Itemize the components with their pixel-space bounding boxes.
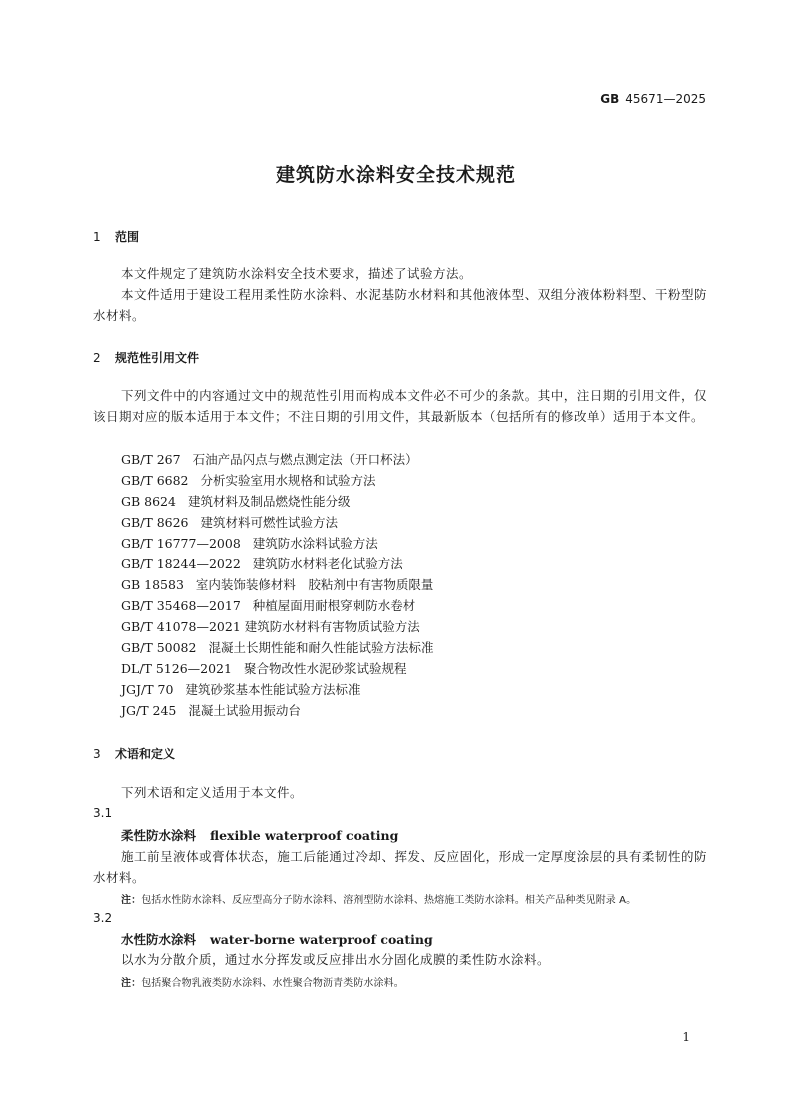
- section-3-intro: 下列术语和定义适用于本文件。: [121, 785, 304, 800]
- section-2-heading: [93, 349, 199, 366]
- reference-title: 聚合物改性水泥砂浆试验规程: [243, 660, 407, 676]
- section-1-paragraph-2: 本文件适用于建设工程用柔性防水涂料、水泥基防水材料和其他液体型、双组分液体粉料型、干粉型防水材料。: [93, 287, 707, 323]
- term-zh: 柔性防水涂料: [121, 828, 197, 843]
- reference-item: [121, 554, 433, 575]
- reference-title: 建筑防水材料老化试验方法: [252, 556, 403, 572]
- reference-item: [121, 680, 433, 701]
- reference-title: 混凝土试验用振动台: [188, 702, 301, 718]
- reference-item: [121, 471, 433, 492]
- standard-prefix: GB: [600, 92, 620, 106]
- reference-code: GB/T 35468—2017: [121, 598, 241, 614]
- reference-title: 建筑材料可燃性试验方法: [200, 514, 339, 530]
- reference-item: [121, 534, 433, 555]
- term-number: 3.1: [93, 806, 113, 820]
- page-number: 1: [682, 1030, 690, 1044]
- term-en: water-borne waterproof coating: [210, 932, 433, 947]
- term-note: [121, 974, 404, 989]
- section-number: 3: [93, 747, 101, 761]
- reference-item: [121, 617, 433, 638]
- normative-reference-list: [121, 450, 433, 722]
- section-1-heading: [93, 228, 139, 245]
- reference-code: GB 18583: [121, 577, 184, 593]
- reference-code: DL/T 5126—2021: [121, 660, 232, 676]
- note-text: 包括聚合物乳液类防水涂料、水性聚合物沥青类防水涂料。: [141, 978, 404, 989]
- reference-code: GB/T 18244—2022: [121, 556, 241, 572]
- reference-code: GB/T 50082: [121, 640, 197, 656]
- document-title: 建筑防水涂料安全技术规范: [275, 164, 516, 186]
- reference-code: GB 8624: [121, 493, 176, 509]
- term-zh: 水性防水涂料: [121, 932, 197, 947]
- reference-item: [121, 450, 433, 471]
- term-heading: [121, 930, 433, 948]
- reference-title: 室内装饰装修材料 胶粘剂中有害物质限量: [195, 577, 434, 593]
- standard-code: [560, 92, 706, 106]
- reference-title: 建筑砂浆基本性能试验方法标准: [185, 681, 361, 697]
- reference-code: GB/T 41078—2021: [121, 619, 241, 635]
- reference-title: 混凝土长期性能和耐久性能试验方法标准: [208, 640, 434, 656]
- reference-item: [121, 492, 433, 513]
- section-2-paragraph: 下列文件中的内容通过文中的规范性引用而构成本文件必不可少的条款。其中，注日期的引用文件，仅该日期对应的版本适用于本文件；不注日期的引用文件，其最新版本（包括所有的修改单）适用于本文件。: [93, 388, 707, 424]
- reference-item: [121, 659, 433, 680]
- section-title: 规范性引用文件: [115, 351, 200, 365]
- reference-title: 建筑材料及制品燃烧性能分级: [187, 493, 351, 509]
- reference-title: 建筑防水材料有害物质试验方法: [244, 619, 420, 635]
- reference-title: 种植屋面用耐根穿刺防水卷材: [252, 598, 416, 614]
- term-en: flexible waterproof coating: [210, 828, 399, 843]
- term-heading: [121, 826, 398, 844]
- term-definition: 施工前呈液体或膏体状态，施工后能通过冷却、挥发、反应固化，形成一定厚度涂层的具有柔韧性的防水材料。: [93, 849, 707, 885]
- section-1-paragraph-1: 本文件规定了建筑防水涂料安全技术要求，描述了试验方法。: [121, 266, 473, 281]
- section-title: 术语和定义: [115, 747, 176, 761]
- reference-code: GB/T 267: [121, 452, 181, 467]
- reference-title: 分析实验室用水规格和试验方法: [200, 472, 376, 488]
- section-number: 1: [93, 230, 101, 244]
- section-number: 2: [93, 351, 101, 365]
- note-label: 注：: [121, 895, 142, 906]
- term-definition: 以水为分散介质，通过水分挥发或反应排出水分固化成膜的柔性防水涂料。: [121, 952, 551, 967]
- term-note: [121, 891, 636, 906]
- reference-item: [121, 638, 433, 659]
- term-number: 3.2: [93, 911, 113, 925]
- section-title: 范围: [115, 230, 140, 244]
- reference-code: JGJ/T 70: [121, 681, 174, 697]
- reference-code: GB/T 8626: [121, 514, 189, 530]
- reference-item: [121, 513, 433, 534]
- note-label: 注：: [121, 978, 142, 989]
- reference-code: GB/T 16777—2008: [121, 535, 241, 551]
- reference-code: GB/T 6682: [121, 472, 189, 488]
- note-text: 包括水性防水涂料、反应型高分子防水涂料、溶剂型防水涂料、热熔施工类防水涂料。相关产品种类见附录 A。: [141, 895, 637, 906]
- reference-item: [121, 575, 433, 596]
- reference-code: JG/T 245: [121, 702, 177, 718]
- reference-item: [121, 701, 433, 722]
- reference-item: [121, 596, 433, 617]
- section-3-heading: [93, 745, 175, 762]
- reference-title: 建筑防水涂料试验方法: [252, 535, 378, 551]
- standard-number: 45671—2025: [625, 92, 706, 106]
- reference-title: 石油产品闪点与燃点测定法（开口杯法）: [192, 452, 418, 467]
